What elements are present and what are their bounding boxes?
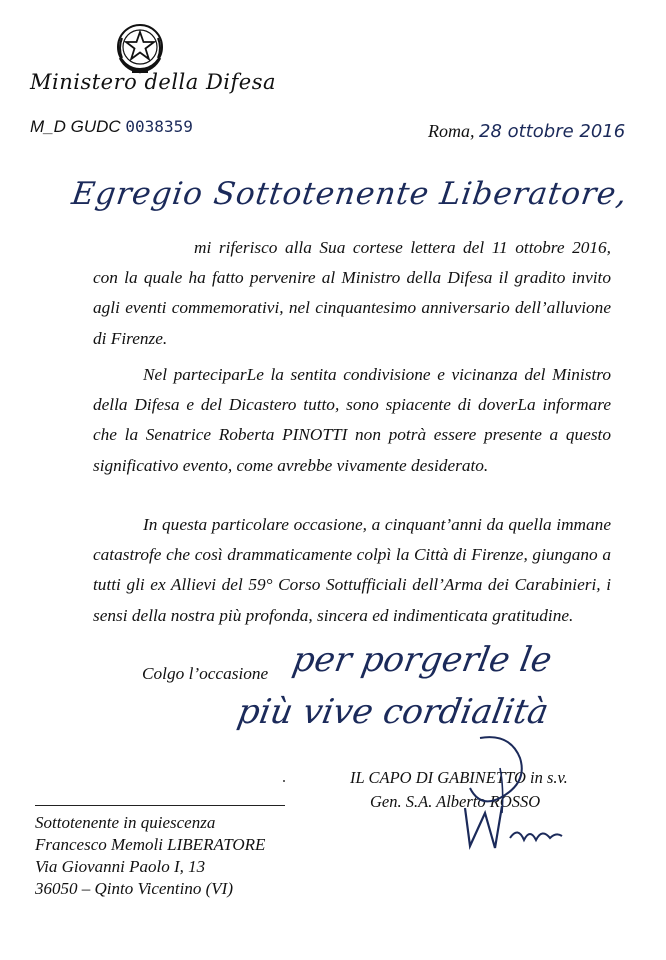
closing-handwritten-line-2: più vive cordialità bbox=[234, 692, 552, 732]
paragraph-3: In questa particolare occasione, a cinquant’anni da quella immane catastrofe che così drammaticamente colpì la Città di Firenze, giungano a tutti gli ex Allievi del 59° Corso Sottufficiali dell’Arma dei Carabinieri, i sensi della nostra più profonda, sincera ed indimenticata gratitudine. bbox=[93, 515, 611, 625]
signatory-name: Gen. S.A. Alberto ROSSO bbox=[370, 792, 541, 811]
recipient-line-2: Francesco Memoli LIBERATORE bbox=[35, 835, 266, 854]
paragraph-2: Nel parteciparLe la sentita condivisione e vicinanza del Ministro della Difesa e del Dicastero tutto, sono spiacente di doverLa informare che la Senatrice Roberta PINOTTI non potrà essere presente a questo significativo evento, come avrebbe vivamente desiderato. bbox=[93, 365, 611, 475]
paragraph-1: mi riferisco alla Sua cortese lettera del 11 ottobre 2016, con la quale ha fatto pervenire al Ministro della Difesa il gradito invito agli eventi commemorativi, nel cinquantesimo anniversario dell’alluvione di Firenze. bbox=[93, 238, 611, 348]
recipient-address bbox=[35, 812, 265, 900]
date-city: Roma, bbox=[428, 121, 475, 141]
recipient-divider bbox=[35, 805, 285, 806]
salutation: Egregio Sottotenente Liberatore, bbox=[69, 176, 630, 212]
date-handwritten: 28 ottobre 2016 bbox=[479, 121, 626, 142]
closing-typed: Colgo l’occasione bbox=[142, 664, 269, 683]
letter-date bbox=[428, 121, 625, 142]
signatory-title: IL CAPO DI GABINETTO in s.v. bbox=[350, 768, 568, 787]
ministry-name: Ministero della Difesa bbox=[30, 70, 277, 94]
recipient-line-4: 36050 – Qinto Vicentino (VI) bbox=[35, 879, 233, 898]
protocol-number bbox=[30, 117, 193, 137]
handwritten-signature-icon bbox=[440, 728, 570, 858]
protocol-prefix: M_D GUDC bbox=[30, 117, 121, 136]
recipient-line-1: Sottotenente in quiescenza bbox=[35, 813, 216, 832]
closing-handwritten-line-1: per porgerle le bbox=[289, 640, 555, 680]
republic-emblem-icon bbox=[112, 18, 168, 76]
protocol-number-value: 0038359 bbox=[125, 117, 193, 136]
stray-mark bbox=[283, 780, 285, 782]
recipient-line-3: Via Giovanni Paolo I, 13 bbox=[35, 857, 206, 876]
